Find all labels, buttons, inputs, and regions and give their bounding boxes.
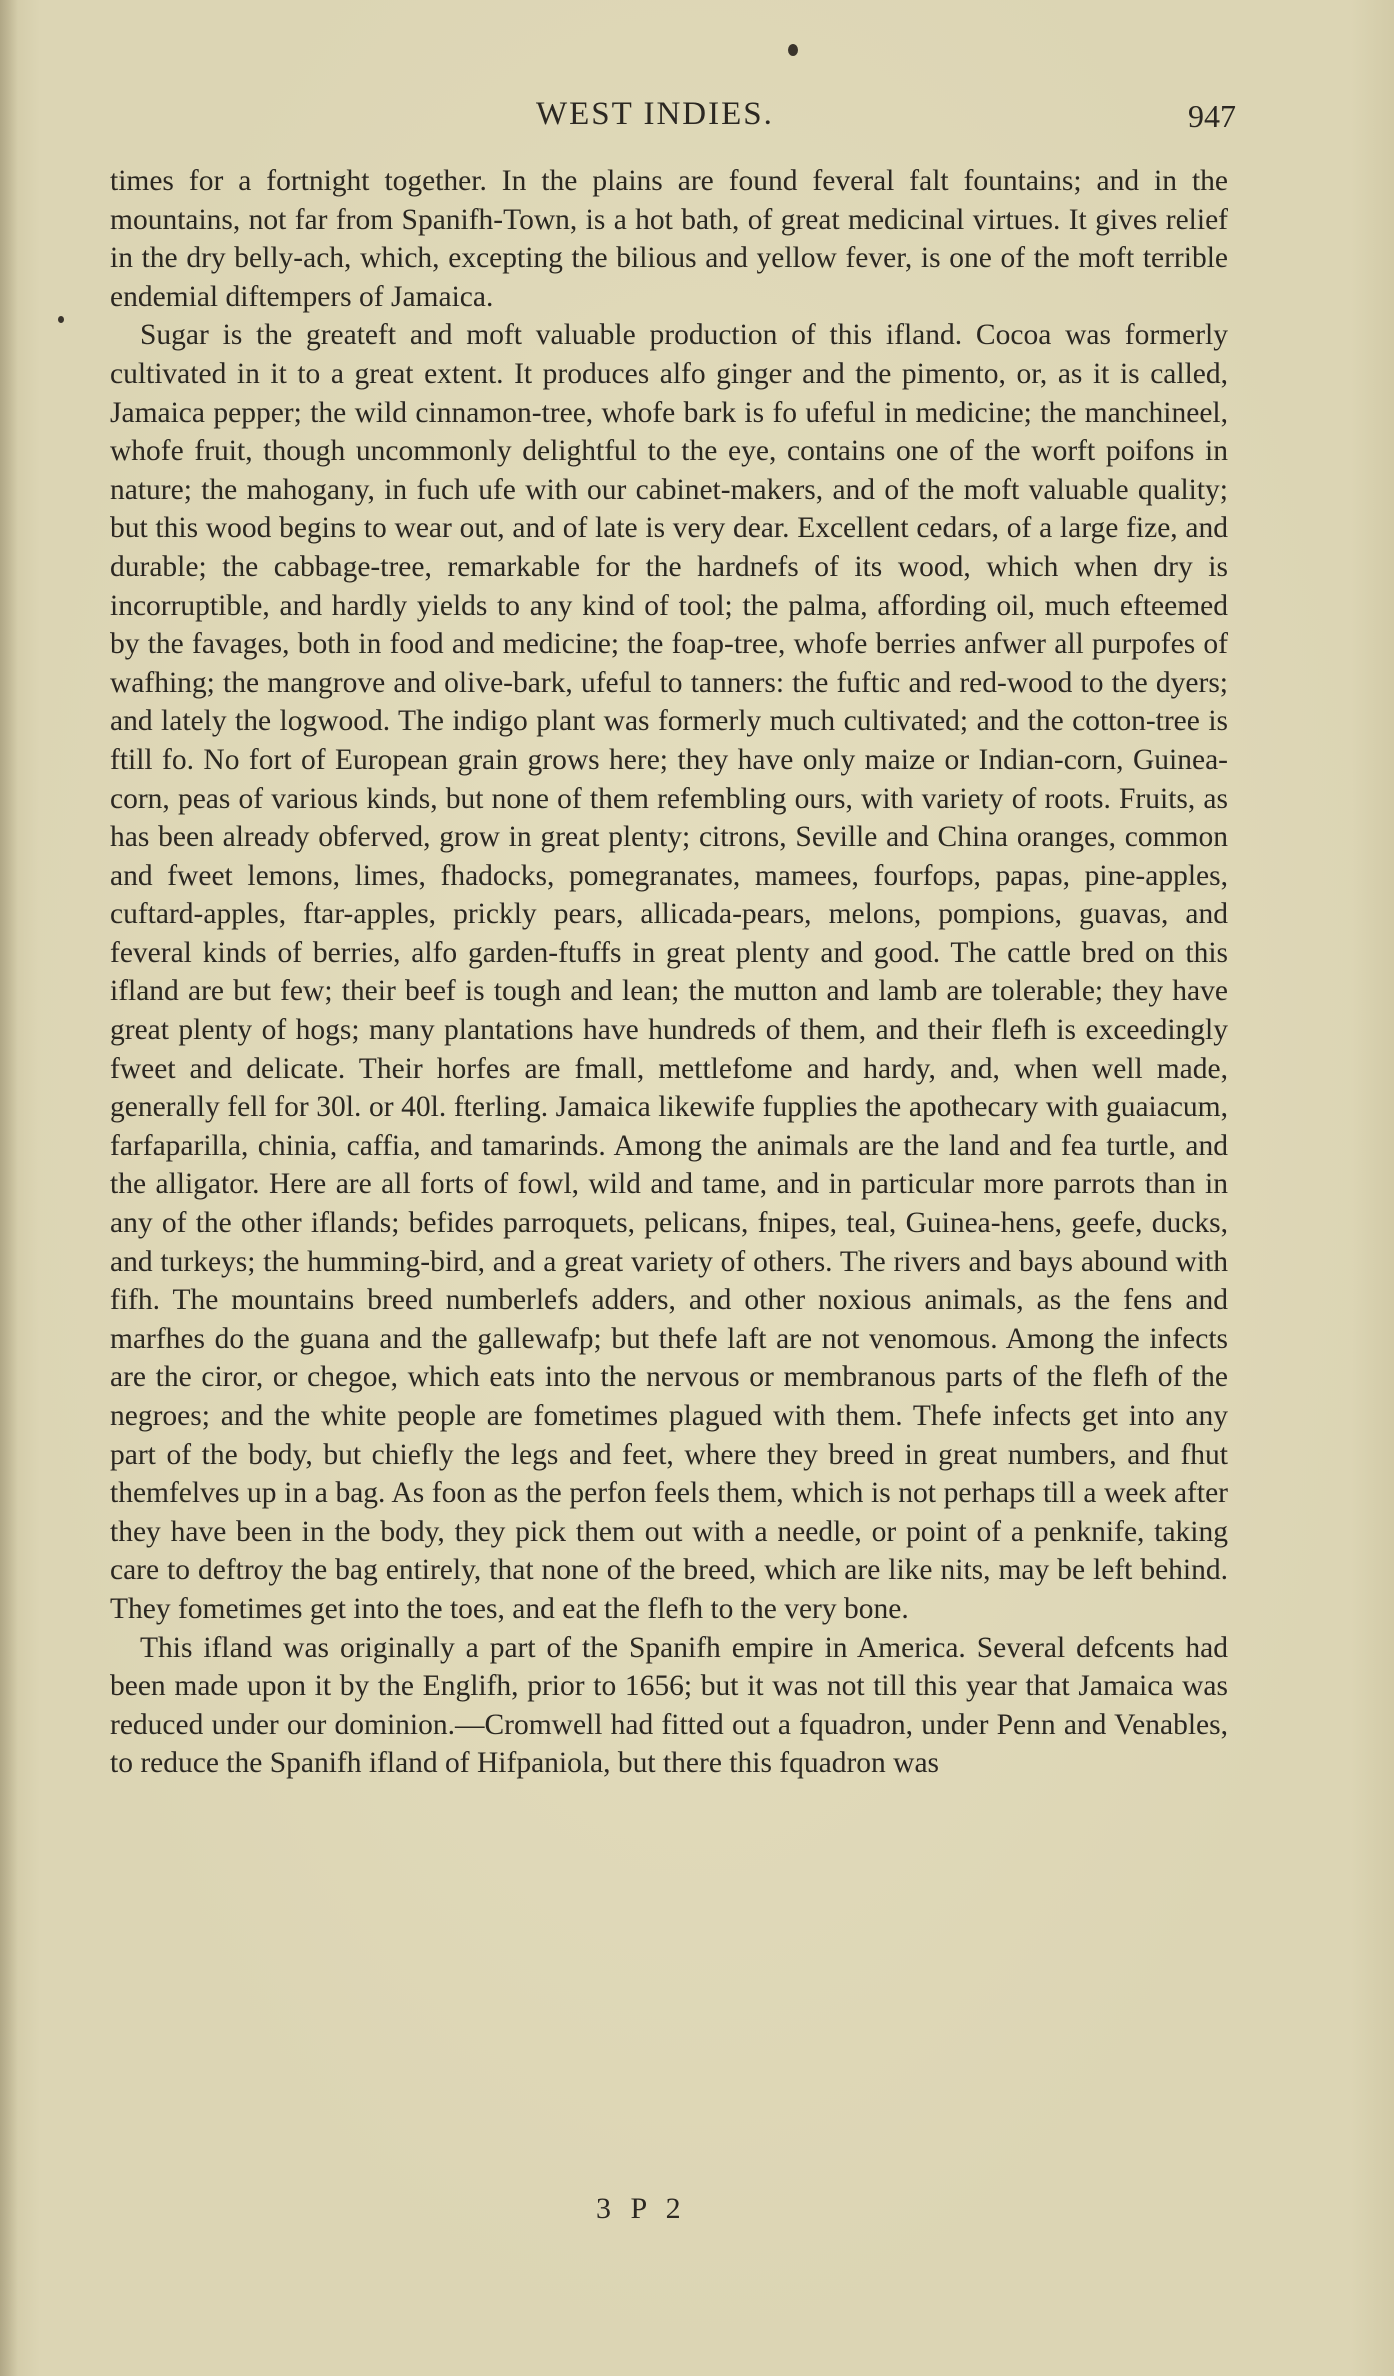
ink-spot xyxy=(788,44,798,56)
paragraph-history: This ifland was originally a part of the Spanifh empire in America. Several defcents had been made upon it by the Englifh, prior to 1656; but it was not till this year that Jamaica was reduced under our dominion.—Cromwell had fitted out a fquadron, under Penn and Venables, to reduce the Spanifh ifland of Hifpaniola, but there this fquadron was xyxy=(110,1631,1228,1780)
paragraph-produce: Sugar is the greateft and moft valuable production of this ifland. Cocoa was formerly cultivated in it to a great extent. It produces alfo ginger and the pimento, or, as it is called, Jamaica pepper; the wild cinnamon-tree, whofe bark is fo ufeful in medicine; the manchineel, whofe fruit, though uncommonly delightful to the eye, contains one of the worft poifons in nature; the mahogany, in fuch ufe with our cabinet-makers, and of the moft valuable quality; but this wood begins to wear out, and of late is very dear. Excellent cedars, of a large fize, and durable; the cabbage-tree, remarkable for the hardnefs of its wood, which when dry is incorruptible, and hardly yields to any kind of tool; the palma, affording oil, much efteemed by the favages, both in food and medicine; the foap-tree, whofe berries anfwer all purpofes of wafhing; the mangrove and olive-bark, ufeful to tanners: the fuftic and red-wood to the dyers; and lately the logwood. The indigo plant was formerly much cultivated; and the cotton-tree is ftill fo. No fort of European grain grows here; they have only maize or Indian-corn, Guinea-corn, peas of various kinds, but none of them refembling ours, with variety of roots. Fruits, as has been already obferved, grow in great plenty; citrons, Seville and China oranges, common and fweet lemons, limes, fhadocks, pomegranates, mamees, fourfops, papas, pine-apples, cuftard-apples, ftar-apples, prickly pears, allicada-pears, melons, pompions, guavas, and feveral kinds of berries, alfo garden-ftuffs in great plenty and good. The cattle bred on this ifland are but few; their beef is tough and lean; the mutton and lamb are tolerable; they have great plenty of hogs; many plantations have hundreds of them, and their flefh is exceedingly fweet and delicate. Their horfes are fmall, mettlefome and hardy, and, when well made, generally fell for 30l. or 40l. fterling. Jamaica likewife fupplies the apothecary with guaiacum, farfaparilla, chinia, caffia, and tamarinds. Among the animals are the land and fea turtle, and the alligator. Here are all forts of fowl, wild and tame, and in particular more parrots than in any of the other iflands; befides parroquets, pelicans, fnipes, teal, Guinea-hens, geefe, ducks, and turkeys; the humming-bird, and a great variety of others. The rivers and bays abound with fifh. The mountains breed numberlefs adders, and other noxious animals, as the fens and marfhes do the guana and the gallewafp; but thefe laft are not venomous. Among the infects are the ciror, or chegoe, which eats into the nervous or membranous parts of the flefh of the negroes; and the white people are fometimes plagued with them. Thefe infects get into any part of the body, but chiefly the legs and feet, where they breed in great numbers, and fhut themfelves up in a bag. As foon as the perfon feels them, which is not perhaps till a week after they have been in the body, they pick them out with a needle, or point of a penknife, taking care to deftroy the bag entirely, that none of the breed, which are like nits, may be left behind. They fometimes get into the toes, and eat the flefh to the very bone. xyxy=(110,319,1228,1625)
page-edge-shadow xyxy=(0,0,18,2376)
page-header xyxy=(0,96,1394,144)
signature-mark: 3 P 2 xyxy=(596,2192,687,2225)
paragraph-continued: times for a fortnight together. In the plains are found feveral falt fountains; and in the mountains, not far from Spanifh-Town, is a hot bath, of great medicinal virtues. It gives relief in the dry belly-ach, which, excepting the bilious and yellow fever, is one of the moft terrible endemial diftempers of Jamaica. xyxy=(110,165,1228,313)
running-title: WEST INDIES. xyxy=(536,96,774,132)
body-text xyxy=(110,162,1228,1783)
page-number: 947 xyxy=(1188,98,1236,134)
ink-spot xyxy=(58,316,64,323)
